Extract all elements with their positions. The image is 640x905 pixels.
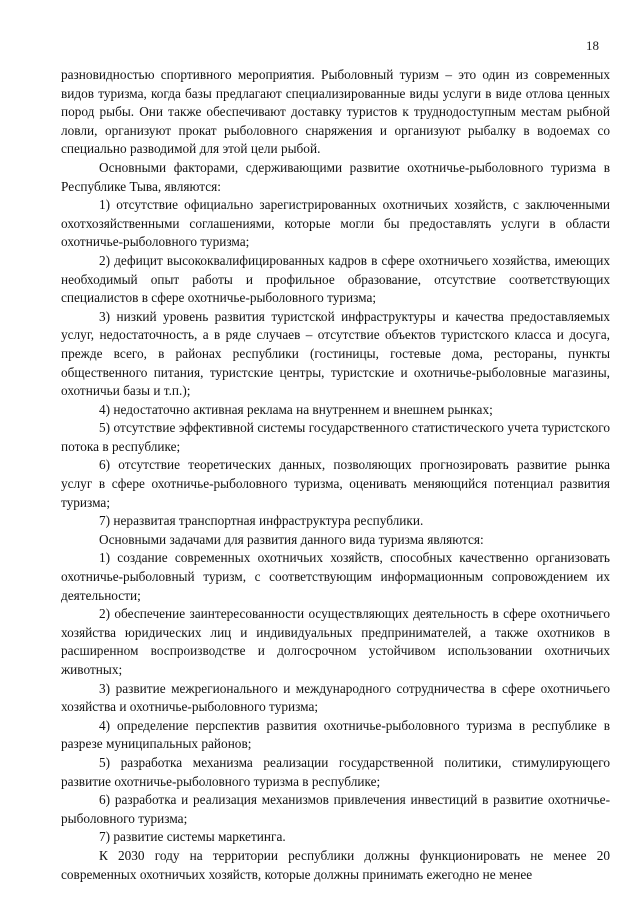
list-item-factor-6: 6) отсутствие теоретических данных, позволяющих прогнозировать развитие рынка услуг в сфере охотничье-рыболовного туризма, оценивать меняющийся потенциал развития туризма;	[61, 457, 610, 510]
list-item-factor-5: 5) отсутствие эффективной системы государственного статистического учета туристского потока в республике;	[61, 420, 610, 454]
list-item-factor-2: 2) дефицит высококвалифицированных кадров в сфере охотничьего хозяйства, имеющих необходимый опыт работы и профильное образование, отсутствие соответствующих специалистов в сфере охотничье-рыболовного туризма;	[61, 252, 610, 306]
body-text	[61, 66, 610, 884]
list-item-task-2: 2) обеспечение заинтересованности осуществляющих деятельность в сфере охотничьего хозяйства юридических лиц и индивидуальных предпринимателей, а также охотников в расширенном воспроизводстве и долгосрочном устойчивом использовании охотничьих животных;	[61, 606, 610, 677]
list-item-factor-1: 1) отсутствие официально зарегистрированных охотничьих хозяйств, с заключенными охотхозяйственными соглашениями, которые могли бы предоставлять услуги в области охотничье-рыболовного туризма;	[61, 197, 610, 250]
page-number: 18	[586, 38, 599, 53]
list-item-task-7: 7) развитие системы маркетинга.	[99, 829, 286, 845]
paragraph-target-2030: К 2030 году на территории республики должны функционировать не менее 20 современных охотничьих хозяйств, которые должны принимать ежегодно не менее	[61, 847, 610, 882]
list-item-task-4: 4) определение перспектив развития охотничье-рыболовного туризма в республике в разрезе муниципальных районов;	[61, 717, 610, 752]
paragraph-factors-intro: Основными факторами, сдерживающими развитие охотничье-рыболовного туризма в Республике Тыва, являются:	[61, 159, 610, 194]
paragraph-continuation: разновидностью спортивного мероприятия. Рыболовный туризм – это один из современных видов туризма, когда базы предлагают специализированные виды услуги в виде отлова ценных пород рыбы. Они также обеспечивают доставку туристов к труднодоступным местам рыбной ловли, организуют прокат рыболовного снаряжения и организуют рыбалку в водоемах со специально разводимой для этой цели рыбой.	[61, 67, 610, 157]
list-item-task-1: 1) создание современных охотничьих хозяйств, способных качественно организовать охотничье-рыболовный туризм, с соответствующим информационным сопровождением их деятельности;	[61, 550, 610, 603]
list-item-factor-7: 7) неразвитая транспортная инфраструктура республики.	[99, 513, 424, 529]
list-item-factor-3: 3) низкий уровень развития туристской инфраструктуры и качества предоставляемых услуг, недостаточность, а в ряде случаев – отсутствие объектов туристского класса и досуга, прежде всего, в районах республики (гостиницы, гостевые дома, рестораны, пункты общественного питания, туристские центры, туристские и охотничье-рыболовные магазины, охотничьи базы и т.п.);	[61, 308, 610, 399]
list-item-task-3: 3) развитие межрегионального и международного сотрудничества в сфере охотничьего хозяйства и охотничье-рыболовного туризма;	[61, 680, 610, 715]
paragraph-tasks-intro: Основными задачами для развития данного вида туризма являются:	[99, 531, 484, 547]
list-item-task-5: 5) разработка механизма реализации государственной политики, стимулирующего развитие охотничье-рыболовного туризма в республике;	[61, 754, 610, 789]
list-item-factor-4: 4) недостаточно активная реклама на внутреннем и внешнем рынках;	[99, 401, 493, 417]
list-item-task-6: 6) разработка и реализация механизмов привлечения инвестиций в развитие охотничье-рыболовного туризма;	[61, 792, 610, 826]
